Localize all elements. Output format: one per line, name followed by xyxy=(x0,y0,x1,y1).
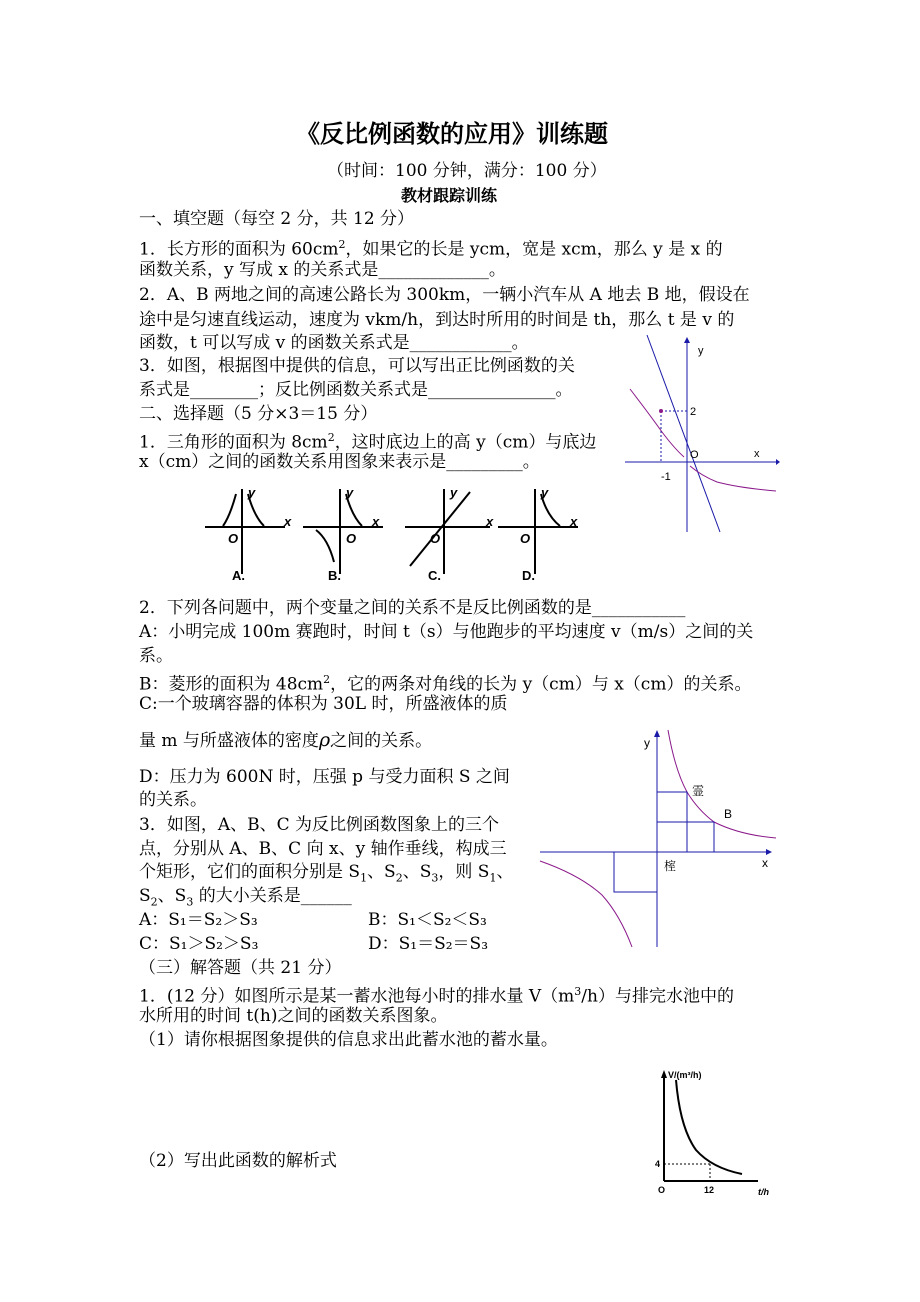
part2-q3-option-a: A：S₁＝S₂＞S₃ xyxy=(139,910,258,930)
figure4-ylabel: V/(m³/h) xyxy=(668,1070,702,1080)
part2-q2-option-a-cont: 系。 xyxy=(139,646,173,666)
part1-q3-line2: 系式是________；反比例函数关系式是_______________。 xyxy=(139,380,573,400)
figure4-label-12: 12 xyxy=(704,1185,715,1195)
figure1-label-2: 2 xyxy=(690,406,697,418)
figure3-label-x: x xyxy=(762,856,768,870)
figure1-label-y: y xyxy=(698,345,704,357)
svg-text:x: x xyxy=(570,514,578,529)
svg-text:y: y xyxy=(346,485,354,500)
part1-q1-line1: 1．长方形的面积为 $60cm^2$，如果它的长是 ycm，宽是 xcm，那么 y 是 x 的 xyxy=(139,238,723,260)
part3-q1-sub2: （2）写出此函数的解析式 xyxy=(139,1151,337,1171)
option-c-label: C. xyxy=(428,568,441,583)
svg-text:O: O xyxy=(430,531,441,546)
figure4-graph xyxy=(650,1068,780,1203)
figure1-y-arrow xyxy=(684,337,690,343)
figure1-label-o: O xyxy=(690,449,699,461)
part3-q1-line1: 1．(12 分）如图所示是某一蓄水池每小时的排水量 $V(m^3/h)$与排完水池中的 xyxy=(139,985,734,1007)
svg-text:x: x xyxy=(372,514,380,529)
svg-text:x: x xyxy=(486,514,494,529)
part2-q3-option-d: D：S₁＝S₂＝S₃ xyxy=(368,934,489,954)
part2-q1-line1: 1．三角形的面积为 $8cm^2$，这时底边上的高 y（cm）与底边 xyxy=(139,431,597,453)
option-b-label: B. xyxy=(328,568,341,583)
part2-q2-line1: 2．下列各问题中，两个变量之间的关系不是反比例函数的是___________ xyxy=(139,598,686,618)
figure1-linear-line xyxy=(647,335,720,532)
figure3-label-c: 榁 xyxy=(664,859,677,873)
part3-q1-line2: 水所用的时间 t(h)之间的函数关系图象。 xyxy=(139,1006,448,1026)
figure1-intersection-point xyxy=(659,409,663,413)
option-c-graph xyxy=(405,485,494,583)
figure3-rect-c xyxy=(614,852,657,892)
svg-text:y: y xyxy=(248,485,256,500)
page-title: 《反比例函数的应用》训练题 xyxy=(296,120,608,148)
part2-q2-option-c: C:一个玻璃容器的体积为 30L 时，所盛液体的质 xyxy=(139,694,508,714)
figure4-label-4: 4 xyxy=(655,1159,661,1169)
part1-q3-line1: 3．如图，根据图中提供的信息，可以写出正比例函数的关 xyxy=(139,356,575,376)
part2-q2-option-d: D：压力为 600N 时，压强 p 与受力面积 S 之间 xyxy=(139,767,510,787)
part1-q2-line2: 途中是匀速直线运动，速度为 vkm/h，到达时所用的时间是 th，那么 t 是 v 的 xyxy=(139,310,735,330)
part2-q3-option-b: B：S₁＜S₂＜S₃ xyxy=(368,910,487,930)
svg-text:y: y xyxy=(541,485,549,500)
figure3-label-b: B xyxy=(724,807,733,821)
svg-text:O: O xyxy=(228,531,239,546)
figure2-options xyxy=(200,484,600,584)
part1-heading: 一、填空题（每空 2 分，共 12 分） xyxy=(139,209,415,229)
figure1-x-arrow xyxy=(776,459,780,465)
figure1-label-neg1: -1 xyxy=(661,471,671,483)
part1-q2-line3: 函数，t 可以写成 v 的函数关系式是____________。 xyxy=(139,333,529,353)
part2-heading: 二、选择题（5 分×3＝15 分） xyxy=(139,404,378,424)
svg-text:y: y xyxy=(450,485,458,500)
part2-q2-option-b: B：菱形的面积为 $48cm^2$，它的两条对角线的长为 y（cm）与 x（cm）的关系。 xyxy=(139,673,752,695)
figure1-hyperbola-upper-left xyxy=(630,389,684,457)
part3-q1-sub1: （1）请你根据图象提供的信息求出此蓄水池的蓄水量。 xyxy=(139,1030,558,1050)
part2-q2-option-d-cont: 的关系。 xyxy=(139,790,207,810)
figure3-label-y: y xyxy=(644,736,650,750)
option-d-label: D. xyxy=(522,568,535,583)
svg-text:x: x xyxy=(284,514,292,529)
svg-text:O: O xyxy=(346,531,357,546)
part2-q3-line3: 个矩形，它们的面积分别是 $S_1$、$S_2$、$S_3$，则 $S_1$、 xyxy=(139,862,514,885)
part2-q3-line1: 3．如图，A、B、C 为反比例函数图象上的三个 xyxy=(139,815,499,835)
option-a-graph xyxy=(205,485,292,583)
part2-q2-option-c-cont: 量 m 与所盛液体的密度ρ之间的关系。 xyxy=(139,729,433,751)
part3-heading: （三）解答题（共 21 分） xyxy=(139,958,342,978)
part2-q1-line2: x（cm）之间的函数关系用图象来表示是_________。 xyxy=(139,452,540,472)
figure3-rect-b xyxy=(657,822,714,852)
option-d-graph xyxy=(498,485,578,583)
figure1-graph xyxy=(620,335,780,535)
figure3-hyperbola-lower xyxy=(540,861,632,947)
option-b-graph xyxy=(303,485,383,583)
subtitle: （时间：100 分钟，满分：100 分） xyxy=(327,161,607,181)
part2-q3-line4: $S_2$、$S_3$ 的大小关系是______ xyxy=(139,886,352,909)
option-a-label: A. xyxy=(232,568,245,583)
part2-q3-option-c: C：S₁＞S₂＞S₃ xyxy=(139,934,259,954)
figure1-label-x: x xyxy=(754,448,760,460)
figure4-label-o: O xyxy=(658,1185,666,1195)
figure3-label-a: 霊 xyxy=(692,784,705,798)
figure4-curve xyxy=(676,1080,742,1174)
part2-q3-line2: 点，分别从 A、B、C 向 x、y 轴作垂线，构成三 xyxy=(139,839,507,859)
part1-q1-line2: 函数关系，y 写成 x 的关系式是_____________。 xyxy=(139,260,506,280)
part1-q2-line1: 2．A、B 两地之间的高速公路长为 300km，一辆小汽车从 A 地去 B 地，假设在 xyxy=(139,285,750,305)
part2-q2-option-a: A：小明完成 100m 赛跑时，时间 t（s）与他跑步的平均速度 v（m/s）之间的关 xyxy=(139,622,754,642)
section-heading: 教材跟踪训练 xyxy=(401,186,498,205)
svg-text:O: O xyxy=(520,531,531,546)
figure4-xlabel: t/h xyxy=(758,1187,769,1197)
figure3-graph xyxy=(540,725,780,950)
